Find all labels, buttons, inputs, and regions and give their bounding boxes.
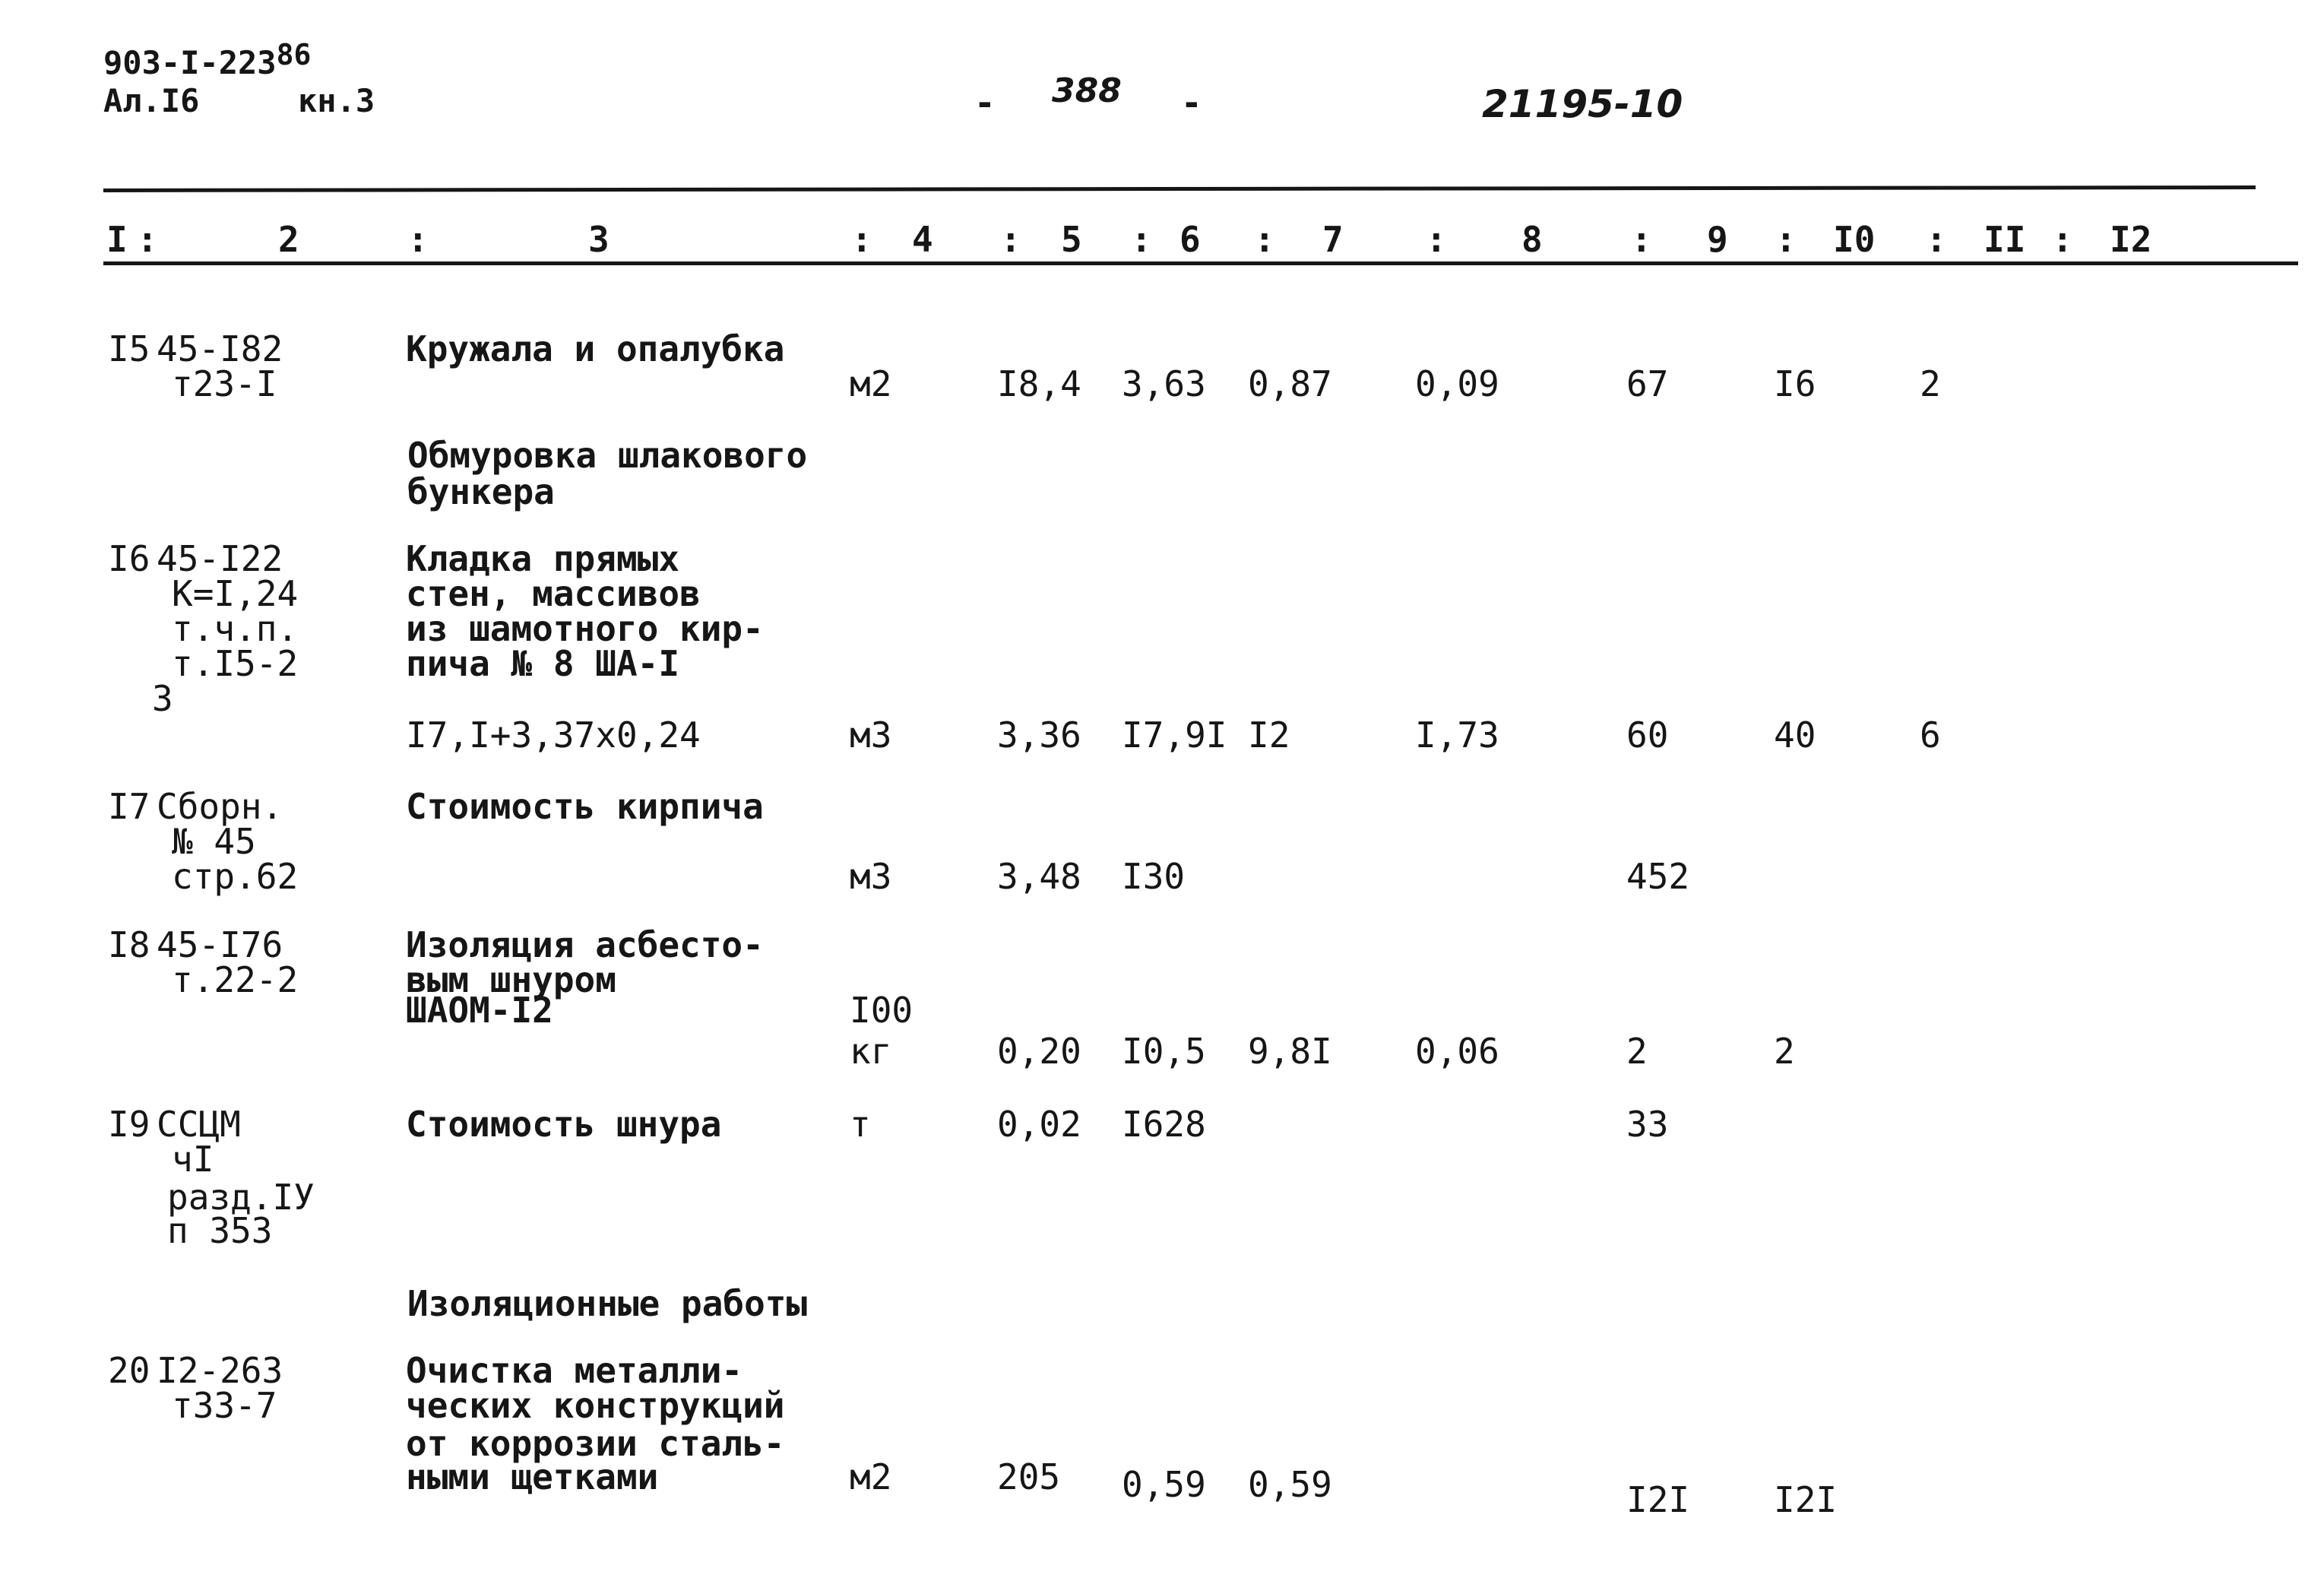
column-header: : [1631, 219, 1652, 260]
rate-code-line: К=I,24 [172, 573, 299, 614]
work-name-line: ными щетками [406, 1456, 659, 1497]
cell-col7: 0,87 [1248, 363, 1332, 404]
cell-col11: 6 [1920, 715, 1941, 756]
cell-unit-cost: 3,63 [1122, 363, 1206, 404]
section-heading-line: Обмуровка шлакового [407, 435, 808, 476]
cell-col8: I,73 [1415, 715, 1499, 756]
work-name-line: из шамотного кир- [406, 608, 764, 649]
page-dash-right: - [1181, 82, 1202, 123]
row-number: I5 [108, 328, 150, 369]
page-dash-left: - [974, 82, 996, 123]
cell-col10: I6 [1774, 363, 1816, 404]
section-heading-line: бункера [407, 471, 555, 512]
column-header: : [1131, 219, 1152, 260]
row-number: I6 [108, 538, 150, 579]
section-heading-line: Изоляционные работы [407, 1283, 808, 1324]
column-header: : [1426, 219, 1447, 260]
row-number: I7 [108, 786, 150, 827]
row-number: I8 [108, 924, 150, 965]
column-header: : [2052, 219, 2073, 260]
cell-quantity: 0,02 [997, 1104, 1081, 1145]
column-header: I2 [2110, 219, 2152, 260]
column-header-rule [103, 261, 2298, 265]
cell-unit-cost: I7,9I [1122, 715, 1227, 756]
unit-line: м3 [850, 715, 892, 756]
work-name-line: Очистка металли- [406, 1350, 743, 1391]
album-line: Ал.I6 [103, 82, 200, 119]
cell-col9: 2 [1626, 1031, 1648, 1072]
rate-code-line: 3 [152, 678, 173, 719]
column-header: : [137, 219, 158, 260]
unit-line: кг [850, 1031, 892, 1072]
column-header: 7 [1322, 219, 1344, 260]
rate-code-line: т.I5-2 [172, 643, 299, 684]
doc-code-main: 903-I-223 [103, 44, 277, 81]
work-name-line: ШАОМ-I2 [406, 990, 553, 1031]
cell-col8: 0,06 [1415, 1031, 1499, 1072]
cell-col9: 33 [1626, 1104, 1669, 1145]
unit-line: м3 [850, 856, 892, 897]
cell-col10: 40 [1774, 715, 1816, 756]
cell-col9: 67 [1626, 363, 1669, 404]
unit-line: м2 [850, 1456, 892, 1497]
cell-col11: 2 [1920, 363, 1941, 404]
cell-unit-cost: I0,5 [1122, 1031, 1206, 1072]
rate-code-line: № 45 [172, 821, 256, 862]
rate-code-line: 45-I22 [157, 538, 283, 579]
column-header: 8 [1521, 219, 1543, 260]
column-header: 6 [1179, 219, 1201, 260]
rate-code-line: т.ч.п. [172, 608, 299, 649]
cell-col9: I2I [1626, 1479, 1690, 1520]
column-header: I [106, 219, 128, 260]
cell-col7: I2 [1248, 715, 1290, 756]
rate-code-line: I2-263 [157, 1350, 283, 1391]
column-header: : [1000, 219, 1021, 260]
cell-quantity: 205 [997, 1456, 1061, 1497]
cell-col9: 452 [1626, 856, 1690, 897]
rate-code-line: т.22-2 [172, 959, 299, 1000]
cell-col10: 2 [1774, 1031, 1795, 1072]
cell-col9: 60 [1626, 715, 1669, 756]
column-header: 5 [1061, 219, 1082, 260]
work-name-line: вым шнуром [406, 959, 616, 1000]
rate-code-line: Сборн. [157, 786, 283, 827]
cell-unit-cost: 0,59 [1122, 1464, 1206, 1505]
work-name-line: от коррозии сталь- [406, 1423, 785, 1464]
rate-code-line: 45-I76 [157, 924, 283, 965]
volume-formula: I7,I+3,37х0,24 [406, 715, 701, 756]
column-header: II [1984, 219, 2026, 260]
cell-quantity: I8,4 [997, 363, 1081, 404]
doc-code [103, 38, 312, 81]
column-header: 4 [912, 219, 933, 260]
cell-col8: 0,09 [1415, 363, 1499, 404]
book-number: кн.3 [298, 82, 375, 119]
handwritten-reference: 21195-10 [1482, 82, 1683, 126]
cell-unit-cost: I30 [1122, 856, 1186, 897]
work-name-line: Стоимость шнура [406, 1104, 722, 1145]
cell-unit-cost: I628 [1122, 1104, 1206, 1145]
unit-line: I00 [850, 990, 913, 1031]
column-header: 2 [278, 219, 299, 260]
rate-code-line: стр.62 [172, 856, 299, 897]
work-name-line: ческих конструкций [406, 1385, 785, 1426]
rate-code-line: разд.IУ [167, 1177, 315, 1218]
column-header: : [1254, 219, 1275, 260]
work-name-line: Стоимость кирпича [406, 786, 764, 827]
rate-code-line: т23-I [172, 363, 277, 404]
work-name-line: Изоляция асбесто- [406, 924, 764, 965]
column-header: : [1775, 219, 1797, 260]
row-number: I9 [108, 1104, 150, 1145]
work-name-line: Кружала и опалубка [406, 328, 785, 369]
rate-code-line: п 353 [167, 1210, 273, 1251]
doc-code-suffix: 86 [276, 38, 312, 71]
page-number: 388 [1052, 71, 1122, 110]
column-header: 9 [1707, 219, 1728, 260]
top-rule [103, 185, 2256, 192]
rate-code-line: 45-I82 [157, 328, 283, 369]
work-name-line: стен, массивов [406, 573, 701, 614]
column-header: : [851, 219, 872, 260]
work-name-line: пича № 8 ША-I [406, 643, 680, 684]
cell-quantity: 3,36 [997, 715, 1081, 756]
cell-quantity: 0,20 [997, 1031, 1081, 1072]
cell-col7: 0,59 [1248, 1464, 1332, 1505]
row-number: 20 [108, 1350, 150, 1391]
column-header: 3 [588, 219, 609, 260]
unit-line: т [850, 1104, 871, 1145]
cell-quantity: 3,48 [997, 856, 1081, 897]
work-name-line: Кладка прямых [406, 538, 680, 579]
cell-col7: 9,8I [1248, 1031, 1332, 1072]
column-header: : [1926, 219, 1947, 260]
cell-col10: I2I [1774, 1479, 1838, 1520]
unit-line: м2 [850, 363, 892, 404]
column-header: : [407, 219, 429, 260]
rate-code-line: чI [172, 1139, 214, 1180]
column-header: I0 [1833, 219, 1876, 260]
rate-code-line: т33-7 [172, 1385, 277, 1426]
rate-code-line: ССЦМ [157, 1104, 241, 1145]
